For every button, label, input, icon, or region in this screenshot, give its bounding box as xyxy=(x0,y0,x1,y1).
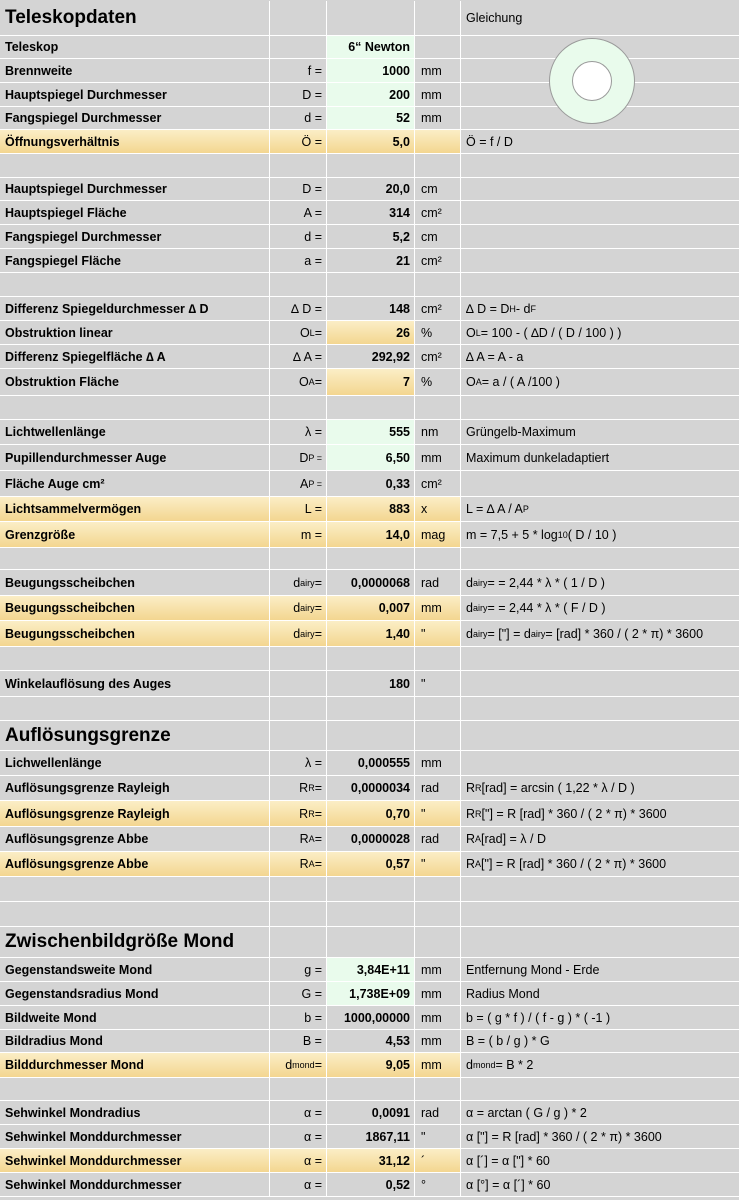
formula-cell[interactable] xyxy=(461,927,739,957)
value-cell[interactable] xyxy=(327,396,415,419)
formula-cell[interactable]: α = arctan ( G / g ) * 2 xyxy=(466,1105,587,1120)
unit-cell[interactable] xyxy=(415,548,461,569)
sheet-row xyxy=(0,178,739,201)
symbol-cell[interactable]: d = xyxy=(270,107,327,129)
formula-cell[interactable]: b = ( g * f ) / ( f - g ) * ( -1 ) xyxy=(466,1010,611,1025)
formula-cell[interactable] xyxy=(461,721,739,750)
unit-cell[interactable] xyxy=(415,273,461,296)
unit-cell[interactable] xyxy=(415,927,461,957)
value-cell[interactable]: 5,0 xyxy=(327,130,415,153)
formula-cell[interactable] xyxy=(461,201,739,224)
sheet-row xyxy=(0,671,739,697)
unit-cell[interactable] xyxy=(415,130,461,153)
unit-cell[interactable]: cm² xyxy=(415,471,461,496)
unit-cell[interactable]: " xyxy=(415,621,461,646)
value-cell[interactable] xyxy=(327,1,415,35)
value-cell[interactable] xyxy=(327,647,415,670)
formula-cell[interactable] xyxy=(461,225,739,248)
row-label[interactable]: Lichtsammelvermögen xyxy=(0,497,270,521)
value-cell[interactable]: 6“ Newton xyxy=(327,36,415,58)
formula-cell[interactable]: m = 7,5 + 5 * log 10 ( D / 10 ) xyxy=(466,527,617,542)
value-cell[interactable] xyxy=(327,548,415,569)
unit-cell[interactable]: rad xyxy=(415,827,461,851)
formula-cell[interactable] xyxy=(461,273,739,296)
row-label[interactable] xyxy=(0,154,270,177)
sheet-row xyxy=(0,420,739,445)
value-cell[interactable]: 3,84E+11 xyxy=(327,958,415,981)
row-label[interactable]: Fangspiegel Durchmesser xyxy=(0,107,270,129)
formula-cell[interactable]: B = ( b / g ) * G xyxy=(466,1034,550,1048)
sheet-row xyxy=(0,345,739,369)
value-cell[interactable]: 0,57 xyxy=(327,852,415,876)
symbol-cell[interactable]: α = xyxy=(270,1125,327,1148)
symbol-cell[interactable]: d airy = xyxy=(270,621,327,646)
value-cell[interactable]: 555 xyxy=(327,420,415,444)
unit-cell[interactable]: mag xyxy=(415,522,461,547)
unit-cell[interactable]: nm xyxy=(415,420,461,444)
sheet-row xyxy=(0,697,739,721)
row-label[interactable] xyxy=(0,877,270,901)
section-heading[interactable]: Auflösungsgrenze xyxy=(0,721,270,750)
symbol-cell[interactable]: R A = xyxy=(270,827,327,851)
formula-cell[interactable] xyxy=(461,902,739,926)
row-label[interactable]: Beugungsscheibchen xyxy=(0,621,270,646)
value-cell[interactable] xyxy=(327,902,415,926)
unit-cell[interactable]: mm xyxy=(415,1006,461,1029)
value-cell[interactable]: 314 xyxy=(327,201,415,224)
row-label[interactable] xyxy=(0,697,270,720)
sheet-row xyxy=(0,225,739,249)
row-label[interactable]: Bildradius Mond xyxy=(0,1030,270,1052)
row-label[interactable] xyxy=(0,396,270,419)
symbol-cell[interactable]: d mond = xyxy=(270,1053,327,1077)
formula-cell[interactable]: ∆ A = A - a xyxy=(466,349,524,364)
value-cell[interactable]: 9,05 xyxy=(327,1053,415,1077)
symbol-cell[interactable] xyxy=(270,273,327,296)
row-label[interactable]: Teleskop xyxy=(0,36,270,58)
sheet-row xyxy=(0,154,739,178)
value-cell[interactable] xyxy=(327,1078,415,1100)
formula-cell[interactable]: Maximum dunkeladaptiert xyxy=(466,450,610,465)
formula-cell[interactable]: R A [rad] = λ / D xyxy=(466,832,547,846)
symbol-cell[interactable]: R R = xyxy=(270,801,327,826)
symbol-cell[interactable]: α = xyxy=(270,1173,327,1196)
value-cell[interactable]: 20,0 xyxy=(327,178,415,200)
symbol-cell[interactable] xyxy=(270,902,327,926)
symbol-cell[interactable] xyxy=(270,697,327,720)
sheet-row xyxy=(0,297,739,321)
value-cell[interactable]: 26 xyxy=(327,321,415,344)
sheet-row xyxy=(0,1173,739,1197)
unit-cell[interactable] xyxy=(415,697,461,720)
sheet-row xyxy=(0,445,739,471)
unit-cell[interactable]: ° xyxy=(415,1173,461,1196)
formula-cell[interactable]: α [´] = α ["] * 60 xyxy=(466,1153,550,1168)
symbol-cell[interactable]: m = xyxy=(270,522,327,547)
formula-cell[interactable]: L = ∆ A / A P xyxy=(466,502,529,516)
sheet-row xyxy=(0,1006,739,1030)
symbol-cell[interactable]: f = xyxy=(270,59,327,82)
unit-cell[interactable]: " xyxy=(415,801,461,826)
row-label[interactable]: Lichwellenlänge xyxy=(0,751,270,775)
symbol-cell[interactable]: B = xyxy=(270,1030,327,1052)
unit-cell[interactable]: " xyxy=(415,671,461,696)
value-cell[interactable] xyxy=(327,721,415,750)
sheet-row xyxy=(0,548,739,570)
value-cell[interactable]: 21 xyxy=(327,249,415,272)
value-cell[interactable]: 292,92 xyxy=(327,345,415,368)
formula-cell[interactable] xyxy=(461,396,739,419)
value-cell[interactable]: 0,0000068 xyxy=(327,570,415,595)
unit-cell[interactable]: cm² xyxy=(415,249,461,272)
unit-cell[interactable]: " xyxy=(415,852,461,876)
symbol-cell[interactable] xyxy=(270,1,327,35)
unit-cell[interactable]: x xyxy=(415,497,461,521)
value-cell[interactable]: 1,40 xyxy=(327,621,415,646)
unit-cell[interactable]: mm xyxy=(415,958,461,981)
value-cell[interactable]: 0,70 xyxy=(327,801,415,826)
unit-cell[interactable] xyxy=(415,154,461,177)
row-label[interactable]: Lichtwellenlänge xyxy=(0,420,270,444)
value-cell[interactable]: 0,0000034 xyxy=(327,776,415,800)
symbol-cell[interactable] xyxy=(270,396,327,419)
unit-cell[interactable]: rad xyxy=(415,570,461,595)
formula-cell[interactable]: Gleichung xyxy=(466,11,523,25)
formula-cell[interactable] xyxy=(461,548,739,569)
unit-cell[interactable]: mm xyxy=(415,59,461,82)
value-cell[interactable]: 1000 xyxy=(327,59,415,82)
formula-cell[interactable]: d airy = = 2,44 * λ * ( F / D ) xyxy=(466,601,606,615)
formula-cell[interactable]: Radius Mond xyxy=(466,986,540,1001)
sheet-row xyxy=(0,471,739,497)
symbol-cell[interactable]: λ = xyxy=(270,751,327,775)
unit-cell[interactable]: cm xyxy=(415,225,461,248)
row-label[interactable]: Grenzgröße xyxy=(0,522,270,547)
section-heading[interactable]: Teleskopdaten xyxy=(0,1,270,35)
symbol-cell[interactable] xyxy=(270,36,327,58)
sheet-row xyxy=(0,321,739,345)
formula-cell[interactable]: R R ["] = R [rad] * 360 / ( 2 * π) * 3600 xyxy=(466,806,667,821)
row-label[interactable] xyxy=(0,548,270,569)
value-cell[interactable]: 31,12 xyxy=(327,1149,415,1172)
unit-cell[interactable]: cm² xyxy=(415,201,461,224)
sheet-row xyxy=(0,249,739,273)
row-label[interactable]: Fangspiegel Fläche xyxy=(0,249,270,272)
sheet-row xyxy=(0,721,739,751)
value-cell[interactable]: 1000,00000 xyxy=(327,1006,415,1029)
unit-cell[interactable] xyxy=(415,877,461,901)
value-cell[interactable]: 0,000555 xyxy=(327,751,415,775)
sheet-row xyxy=(0,396,739,420)
unit-cell[interactable]: cm xyxy=(415,178,461,200)
symbol-cell[interactable]: d airy = xyxy=(270,570,327,595)
sheet-row xyxy=(0,497,739,522)
unit-cell[interactable] xyxy=(415,647,461,670)
unit-cell[interactable]: ´ xyxy=(415,1149,461,1172)
symbol-cell[interactable] xyxy=(270,647,327,670)
formula-cell[interactable] xyxy=(461,178,739,200)
value-cell[interactable] xyxy=(327,697,415,720)
sheet-row xyxy=(0,927,739,958)
row-label[interactable]: Hauptspiegel Durchmesser xyxy=(0,178,270,200)
row-label[interactable]: Winkelauflösung des Auges xyxy=(0,671,270,696)
unit-cell[interactable]: % xyxy=(415,321,461,344)
symbol-cell[interactable]: a = xyxy=(270,249,327,272)
symbol-cell[interactable]: b = xyxy=(270,1006,327,1029)
sheet-row xyxy=(0,1030,739,1053)
row-label[interactable]: Sehwinkel Mondradius xyxy=(0,1101,270,1124)
symbol-cell[interactable]: α = xyxy=(270,1101,327,1124)
row-label[interactable]: Auflösungsgrenze Abbe xyxy=(0,827,270,851)
row-label[interactable]: Beugungsscheibchen xyxy=(0,570,270,595)
symbol-cell[interactable]: D P = xyxy=(270,445,327,470)
sheet-row xyxy=(0,827,739,852)
value-cell[interactable]: 883 xyxy=(327,497,415,521)
sheet-row xyxy=(0,801,739,827)
sheet-row xyxy=(0,1101,739,1125)
value-cell[interactable]: 0,0091 xyxy=(327,1101,415,1124)
row-label[interactable]: Gegenstandsradius Mond xyxy=(0,982,270,1005)
row-label[interactable]: Hauptspiegel Durchmesser xyxy=(0,83,270,106)
symbol-cell[interactable]: L = xyxy=(270,497,327,521)
symbol-cell[interactable]: A P = xyxy=(270,471,327,496)
formula-cell[interactable] xyxy=(461,647,739,670)
section-heading[interactable]: Zwischenbildgröße Mond xyxy=(0,927,270,957)
unit-cell[interactable]: mm xyxy=(415,1053,461,1077)
row-label[interactable]: Auflösungsgrenze Rayleigh xyxy=(0,801,270,826)
formula-cell[interactable]: d airy = ["] = d airy = [rad] * 360 / ( 2 * π) * 3600 xyxy=(466,626,704,641)
formula-cell[interactable] xyxy=(461,877,739,901)
value-cell[interactable]: 5,2 xyxy=(327,225,415,248)
formula-cell[interactable] xyxy=(461,697,739,720)
value-cell[interactable] xyxy=(327,273,415,296)
unit-cell[interactable]: cm² xyxy=(415,345,461,368)
unit-cell[interactable]: cm² xyxy=(415,297,461,320)
row-label[interactable]: Differenz Spiegelfläche ∆ A xyxy=(0,345,270,368)
unit-cell[interactable]: " xyxy=(415,1125,461,1148)
circle-ring-hole xyxy=(572,61,612,101)
value-cell[interactable]: 0,007 xyxy=(327,596,415,620)
unit-cell[interactable]: mm xyxy=(415,107,461,129)
sheet-row xyxy=(0,570,739,596)
sheet-row xyxy=(0,1149,739,1173)
sheet-row xyxy=(0,751,739,776)
symbol-cell[interactable]: ∆ A = xyxy=(270,345,327,368)
value-cell[interactable]: 0,33 xyxy=(327,471,415,496)
row-label[interactable]: Sehwinkel Monddurchmesser xyxy=(0,1149,270,1172)
sheet-row xyxy=(0,36,739,59)
formula-cell[interactable]: Grüngelb-Maximum xyxy=(466,425,576,439)
value-cell[interactable] xyxy=(327,154,415,177)
row-label[interactable]: Hauptspiegel Fläche xyxy=(0,201,270,224)
formula-cell[interactable]: R R [rad] = arcsin ( 1,22 * λ / D ) xyxy=(466,781,635,795)
symbol-cell[interactable] xyxy=(270,927,327,957)
symbol-cell[interactable]: O L = xyxy=(270,321,327,344)
value-cell[interactable]: 7 xyxy=(327,369,415,395)
formula-cell[interactable]: d mond = B * 2 xyxy=(466,1058,534,1072)
sheet-row xyxy=(0,982,739,1006)
unit-cell[interactable] xyxy=(415,721,461,750)
unit-cell[interactable]: mm xyxy=(415,982,461,1005)
symbol-cell[interactable] xyxy=(270,154,327,177)
value-cell[interactable]: 4,53 xyxy=(327,1030,415,1052)
sheet-row xyxy=(0,369,739,396)
unit-cell[interactable] xyxy=(415,396,461,419)
sheet-row xyxy=(0,1078,739,1101)
unit-cell[interactable]: mm xyxy=(415,83,461,106)
row-label[interactable]: Auflösungsgrenze Abbe xyxy=(0,852,270,876)
symbol-cell[interactable]: λ = xyxy=(270,420,327,444)
formula-cell[interactable] xyxy=(461,249,739,272)
value-cell[interactable]: 1867,11 xyxy=(327,1125,415,1148)
sheet-row xyxy=(0,776,739,801)
unit-cell[interactable] xyxy=(415,1,461,35)
unit-cell[interactable]: % xyxy=(415,369,461,395)
value-cell[interactable] xyxy=(327,927,415,957)
symbol-cell[interactable]: R A = xyxy=(270,852,327,876)
value-cell[interactable]: 0,52 xyxy=(327,1173,415,1196)
formula-cell[interactable] xyxy=(461,154,739,177)
unit-cell[interactable]: rad xyxy=(415,776,461,800)
formula-cell[interactable] xyxy=(461,671,739,696)
symbol-cell[interactable]: D = xyxy=(270,83,327,106)
sheet-row xyxy=(0,877,739,902)
formula-cell[interactable]: α ["] = R [rad] * 360 / ( 2 * π) * 3600 xyxy=(466,1129,662,1144)
sheet-row xyxy=(0,1125,739,1149)
value-cell[interactable]: 200 xyxy=(327,83,415,106)
symbol-cell[interactable] xyxy=(270,548,327,569)
row-label[interactable]: Bildweite Mond xyxy=(0,1006,270,1029)
symbol-cell[interactable] xyxy=(270,721,327,750)
formula-cell[interactable]: Ö = f / D xyxy=(466,134,513,149)
row-label[interactable] xyxy=(0,902,270,926)
sheet-row xyxy=(0,1,739,36)
unit-cell[interactable]: mm xyxy=(415,751,461,775)
formula-cell[interactable] xyxy=(461,471,739,496)
row-label[interactable]: Brennweite xyxy=(0,59,270,82)
sheet-row xyxy=(0,902,739,927)
unit-cell[interactable] xyxy=(415,1078,461,1100)
sheet-row xyxy=(0,273,739,297)
unit-cell[interactable]: rad xyxy=(415,1101,461,1124)
sheet-row xyxy=(0,958,739,982)
symbol-cell[interactable] xyxy=(270,877,327,901)
symbol-cell[interactable] xyxy=(270,671,327,696)
symbol-cell[interactable]: d = xyxy=(270,225,327,248)
unit-cell[interactable] xyxy=(415,36,461,58)
row-label[interactable]: Sehwinkel Monddurchmesser xyxy=(0,1125,270,1148)
sheet-row xyxy=(0,522,739,548)
row-label[interactable]: Sehwinkel Monddurchmesser xyxy=(0,1173,270,1196)
formula-cell[interactable]: Entfernung Mond - Erde xyxy=(466,962,600,977)
sheet-row xyxy=(0,1053,739,1078)
value-cell[interactable] xyxy=(327,877,415,901)
formula-cell[interactable]: α [°] = α [´] * 60 xyxy=(466,1177,551,1192)
row-label[interactable]: Beugungsscheibchen xyxy=(0,596,270,620)
sheet-row xyxy=(0,852,739,877)
row-label[interactable]: Differenz Spiegeldurchmesser ∆ D xyxy=(0,297,270,320)
row-label[interactable]: Fangspiegel Durchmesser xyxy=(0,225,270,248)
formula-cell[interactable]: R A ["] = R [rad] * 360 / ( 2 * π) * 3600 xyxy=(466,857,667,871)
row-label[interactable]: Obstruktion linear xyxy=(0,321,270,344)
sheet-row xyxy=(0,621,739,647)
sheet-row xyxy=(0,201,739,225)
row-label[interactable]: Obstruktion Fläche xyxy=(0,369,270,395)
value-cell[interactable]: 14,0 xyxy=(327,522,415,547)
sheet-row xyxy=(0,130,739,154)
formula-cell[interactable]: O A = a / ( A /100 ) xyxy=(466,375,560,389)
symbol-cell[interactable]: α = xyxy=(270,1149,327,1172)
formula-cell[interactable]: d airy = = 2,44 * λ * ( 1 / D ) xyxy=(466,575,605,590)
formula-cell[interactable]: ∆ D = D H - d F xyxy=(466,301,537,316)
sheet-row xyxy=(0,647,739,671)
unit-cell[interactable] xyxy=(415,902,461,926)
unit-cell[interactable]: mm xyxy=(415,445,461,470)
symbol-cell[interactable] xyxy=(270,1078,327,1100)
row-label[interactable]: Öffnungsverhältnis xyxy=(0,130,270,153)
row-label[interactable] xyxy=(0,273,270,296)
row-label[interactable]: Bilddurchmesser Mond xyxy=(0,1053,270,1077)
row-label[interactable]: Pupillendurchmesser Auge xyxy=(0,445,270,470)
formula-cell[interactable]: O L = 100 - ( ∆D / ( D / 100 ) ) xyxy=(466,325,622,340)
symbol-cell[interactable]: d airy = xyxy=(270,596,327,620)
value-cell[interactable]: 1,738E+09 xyxy=(327,982,415,1005)
symbol-cell[interactable]: ∆ D = xyxy=(270,297,327,320)
row-label[interactable]: Gegenstandsweite Mond xyxy=(0,958,270,981)
symbol-cell[interactable]: G = xyxy=(270,982,327,1005)
formula-cell[interactable] xyxy=(461,751,739,775)
unit-cell[interactable]: mm xyxy=(415,596,461,620)
symbol-cell[interactable]: D = xyxy=(270,178,327,200)
symbol-cell[interactable]: O A = xyxy=(270,369,327,395)
value-cell[interactable]: 148 xyxy=(327,297,415,320)
row-label[interactable] xyxy=(0,647,270,670)
value-cell[interactable]: 6,50 xyxy=(327,445,415,470)
row-label[interactable] xyxy=(0,1078,270,1100)
formula-cell[interactable] xyxy=(461,1078,739,1100)
row-label[interactable]: Fläche Auge cm² xyxy=(0,471,270,496)
unit-cell[interactable]: mm xyxy=(415,1030,461,1052)
symbol-cell[interactable]: A = xyxy=(270,201,327,224)
symbol-cell[interactable]: R R = xyxy=(270,776,327,800)
row-label[interactable]: Auflösungsgrenze Rayleigh xyxy=(0,776,270,800)
circle-ring-icon xyxy=(549,38,635,124)
sheet-row xyxy=(0,107,739,130)
value-cell[interactable]: 52 xyxy=(327,107,415,129)
value-cell[interactable]: 180 xyxy=(327,671,415,696)
symbol-cell[interactable]: Ö = xyxy=(270,130,327,153)
sheet-row xyxy=(0,596,739,621)
symbol-cell[interactable]: g = xyxy=(270,958,327,981)
value-cell[interactable]: 0,0000028 xyxy=(327,827,415,851)
